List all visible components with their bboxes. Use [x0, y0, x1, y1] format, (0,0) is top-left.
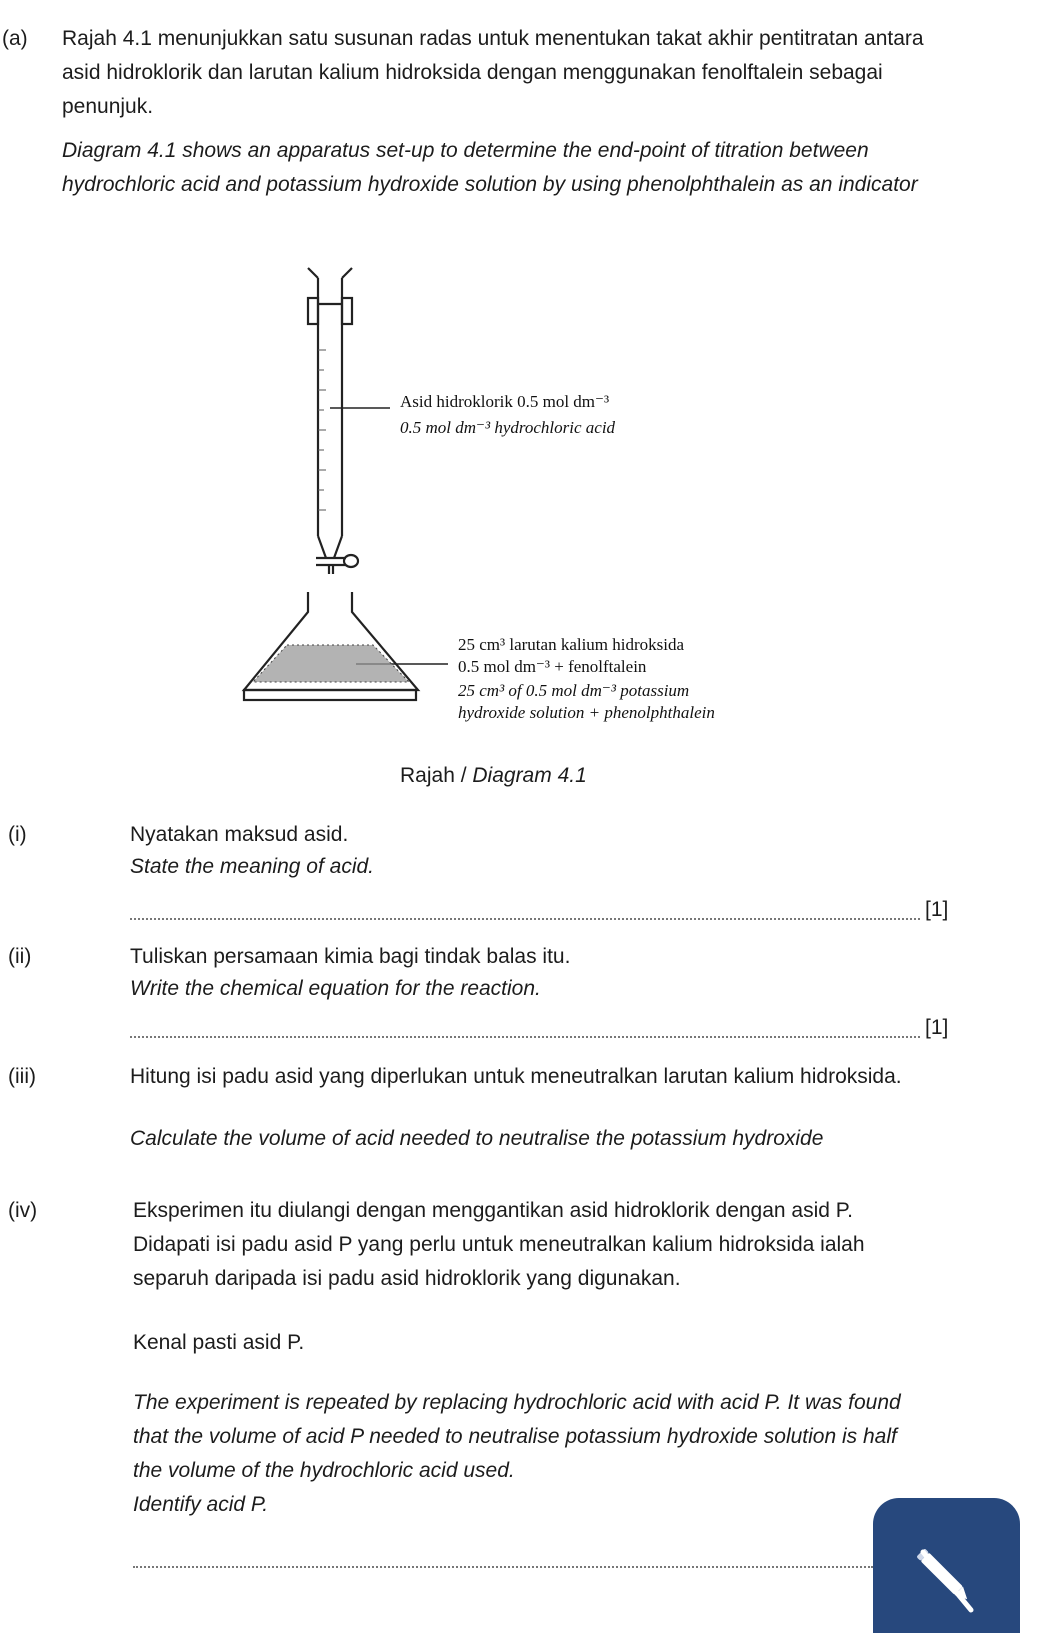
question-label-iii: (iii) [8, 1065, 36, 1088]
question-iv-malay: Eksperimen itu diulangi dengan menggantikan asid hidroklorik dengan asid P. Didapati isi padu asid P yang perlu untuk meneutralkan kalium hidroksida ialah separuh daripada isi padu asid hidroklorik yang digunakan. [133, 1199, 865, 1290]
question-label-iv: (iv) [8, 1199, 38, 1222]
question-iv-malay-task: Kenal pasti asid P. [133, 1331, 305, 1354]
answer-line-i[interactable] [130, 918, 920, 920]
answer-line-iv[interactable] [133, 1566, 873, 1568]
question-iii-english: Calculate the volume of acid needed to neutralise the potassium hydroxide [130, 1127, 824, 1150]
burette-graduations [318, 350, 326, 510]
stopcock-knob [344, 555, 358, 567]
question-ii-english: Write the chemical equation for the reaction. [130, 977, 541, 1000]
flask-label-malay-1: 25 cm³ larutan kalium hidroksida [458, 635, 685, 654]
flask-label-malay-2: 0.5 mol dm⁻³ + fenolftalein [458, 657, 647, 676]
burette-clamp-left [308, 298, 318, 324]
flask-base [244, 690, 416, 700]
marks-i: [1] [925, 898, 949, 921]
edit-fab-button[interactable] [873, 1498, 1020, 1633]
part-label: (a) [2, 27, 28, 50]
acid-label-english: 0.5 mol dm⁻³ hydrochloric acid [400, 418, 616, 437]
diagram-caption: Rajah / Diagram 4.1 [400, 764, 587, 787]
question-iv-english-task: Identify acid P. [133, 1493, 269, 1516]
question-iv-english: The experiment is repeated by replacing hydrochloric acid with acid P. It was found that the volume of acid P needed to neutralise potassium hydroxide solution is half the volume of the hydrochloric acid used. [133, 1391, 901, 1482]
question-label-i: (i) [8, 823, 27, 846]
question-i-english: State the meaning of acid. [130, 855, 374, 878]
burette-lip-right [342, 268, 352, 278]
question-label-ii: (ii) [8, 945, 32, 968]
answer-line-ii[interactable] [130, 1036, 920, 1038]
acid-label-malay: Asid hidroklorik 0.5 mol dm⁻³ [400, 392, 610, 411]
flask-label-english-1: 25 cm³ of 0.5 mol dm⁻³ potassium [458, 681, 690, 700]
burette-lip-left [308, 268, 318, 278]
marks-ii: [1] [925, 1016, 949, 1039]
question-i-malay: Nyatakan maksud asid. [130, 823, 349, 846]
burette-clamp-right [342, 298, 352, 324]
flask-label-english-2: hydroxide solution + phenolphthalein [458, 703, 715, 722]
question-iii-malay: Hitung isi padu asid yang diperlukan untuk meneutralkan larutan kalium hidroksida. [130, 1065, 902, 1088]
intro-english: Diagram 4.1 shows an apparatus set-up to determine the end-point of titration between hydrochloric acid and potassium hydroxide solution by using phenolphthalein as an indicator [62, 139, 918, 196]
pencil-slash-icon [873, 1498, 1020, 1633]
intro-malay: Rajah 4.1 menunjukkan satu susunan radas untuk menentukan takat akhir pentitratan antara asid hidroklorik dan larutan kalium hidroksida dengan menggunakan fenolftalein sebagai penunjuk. [62, 27, 924, 118]
question-ii-malay: Tuliskan persamaan kimia bagi tindak balas itu. [130, 945, 571, 968]
